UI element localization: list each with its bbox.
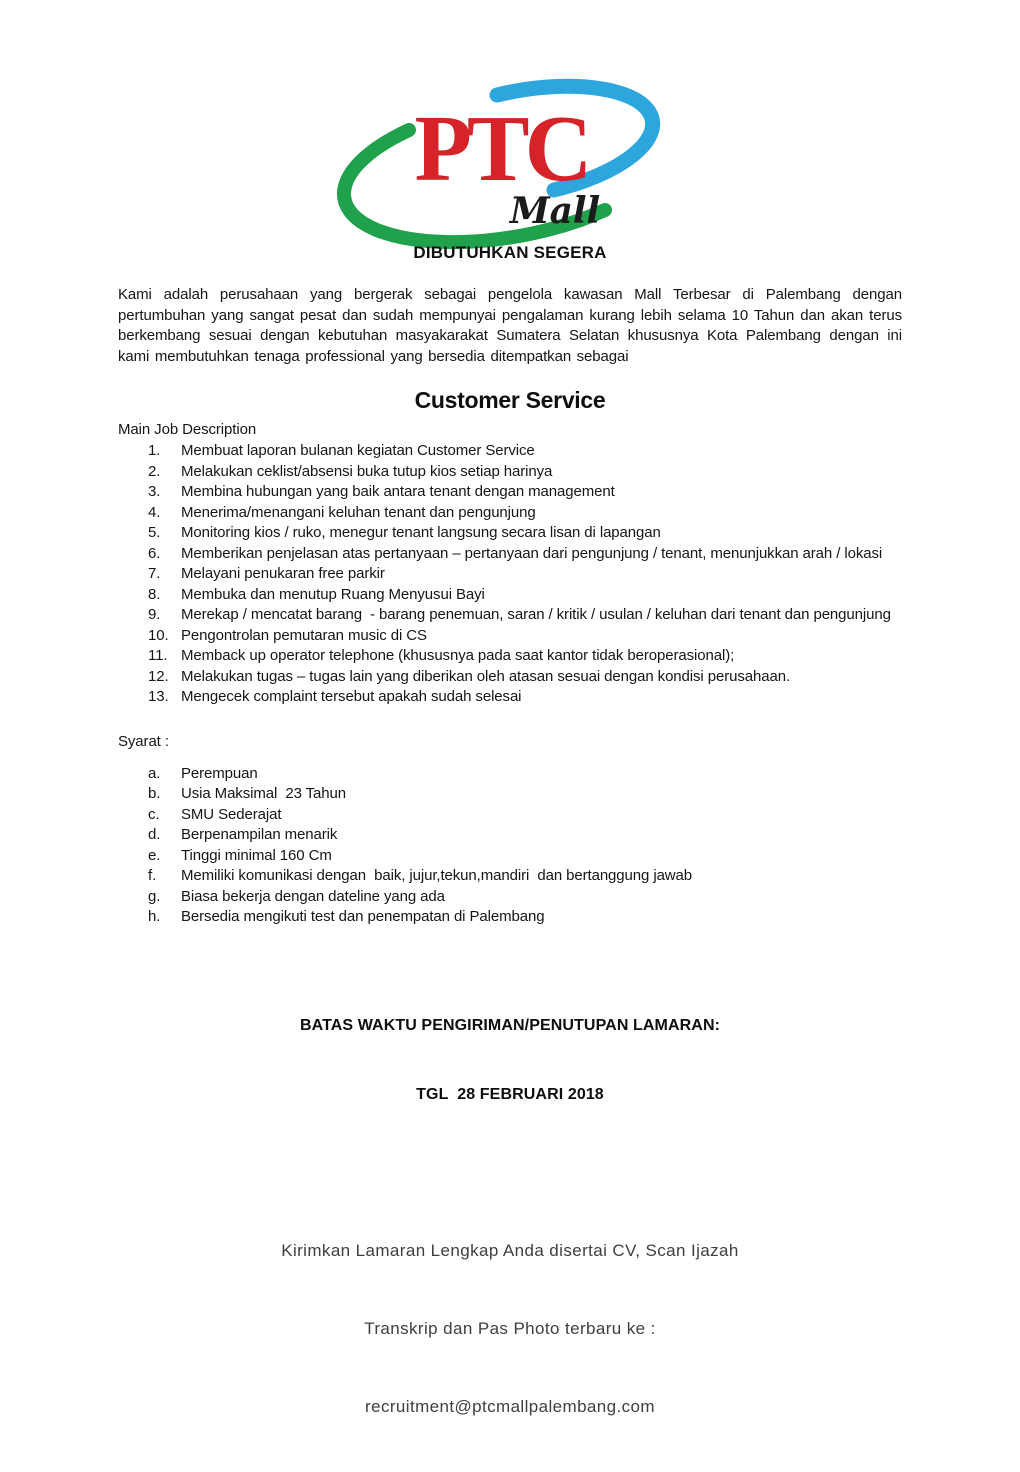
item-text: Monitoring kios / ruko, menegur tenant langsung secara lisan di lapangan (181, 524, 661, 541)
document-body (118, 285, 902, 1472)
job-item (148, 544, 902, 565)
contact-block (118, 1186, 902, 1472)
item-marker: 8. (148, 585, 161, 603)
item-text: Usia Maksimal 23 Tahun (181, 785, 347, 802)
item-marker: 11. (148, 647, 168, 664)
logo-mall-text: Mall (509, 190, 601, 232)
item-text: Mengecek complaint tersebut apakah sudah selesai (181, 688, 522, 705)
item-marker: b. (148, 785, 161, 802)
ptc-mall-logo (370, 83, 650, 241)
requirements-heading: Syarat : (118, 732, 169, 750)
item-marker: 4. (148, 503, 161, 521)
job-item (148, 441, 902, 462)
item-marker: e. (148, 846, 161, 864)
item-marker: 2. (148, 462, 161, 480)
job-item (148, 482, 902, 503)
job-item (148, 462, 902, 483)
job-item (148, 503, 902, 524)
item-marker: a. (148, 764, 161, 782)
item-marker: d. (148, 826, 161, 843)
item-marker: g. (148, 887, 161, 905)
job-item (148, 687, 902, 708)
urgent-heading: DIBUTUHKAN SEGERA (413, 243, 607, 262)
position-title: Customer Service (414, 387, 606, 413)
intro-paragraph: Kami adalah perusahaan yang bergerak sebagai pengelola kawasan Mall Terbesar di Palembang dengan pertumbuhan yang sangat pesat dan sudah mempunyai pengalaman kurang lebih selama 10 Tahun dan akan terus berkembang sesuai dengan kebutuhan masyakarakat Sumatera Selatan khususnya Kota Palembang dengan ini kami membutuhkan tenaga professional yang bersedia ditempatkan sebagai (118, 286, 902, 365)
job-description-list (118, 441, 902, 708)
requirement-item (148, 784, 902, 805)
requirement-item (148, 764, 902, 785)
contact-line2: Transkrip dan Pas Photo terbaru ke : (364, 1318, 656, 1338)
contact-email: recruitment@ptcmallpalembang.com (365, 1396, 655, 1416)
job-item (148, 646, 902, 667)
deadline-line2: TGL 28 FEBRUARI 2018 (416, 1085, 604, 1103)
contact-line1: Kirimkan Lamaran Lengkap Anda disertai CV, Scan Ijazah (281, 1240, 739, 1260)
job-item (148, 523, 902, 544)
requirement-item (148, 805, 902, 826)
logo-graphic (370, 83, 650, 241)
item-text: Bersedia mengikuti test dan penempatan di Palembang (181, 908, 545, 925)
job-description-heading: Main Job Description (118, 421, 257, 438)
job-item (148, 585, 902, 606)
item-text: Membuat laporan bulanan kegiatan Customer Service (181, 442, 535, 459)
item-marker: f. (148, 867, 157, 884)
requirement-item (148, 846, 902, 867)
deadline-block (118, 968, 902, 1152)
requirements-list (118, 764, 902, 928)
item-text: Melakukan tugas – tugas lain yang diberikan oleh atasan sesuai dengan kondisi perusahaan. (181, 667, 791, 685)
item-text: Merekap / mencatat barang - barang penemuan, saran / kritik / usulan / keluhan dari tenant dan pengunjung (181, 606, 891, 623)
item-text: Membuka dan menutup Ruang Menyusui Bayi (181, 585, 485, 603)
item-text: Pengontrolan pemutaran music di CS (181, 626, 427, 644)
job-item (148, 626, 902, 647)
item-marker: 13. (148, 688, 169, 705)
item-text: Melakukan ceklist/absensi buka tutup kios setiap harinya (181, 462, 553, 480)
requirement-item (148, 866, 902, 887)
item-text: Melayani penukaran free parkir (181, 565, 385, 582)
item-text: Perempuan (181, 764, 258, 782)
job-posting-page (0, 83, 1020, 1416)
item-marker: c. (148, 805, 160, 823)
item-marker: 10. (148, 626, 169, 644)
item-marker: 5. (148, 524, 161, 541)
item-text: SMU Sederajat (181, 805, 282, 823)
item-marker: 9. (148, 606, 161, 623)
item-text: Berpenampilan menarik (181, 826, 338, 843)
logo-ptc-text: PTC (414, 97, 588, 201)
item-text: Memback up operator telephone (khususnya pada saat kantor tidak beroperasional); (181, 647, 735, 664)
item-text: Tinggi minimal 160 Cm (181, 846, 332, 864)
item-text: Biasa bekerja dengan dateline yang ada (181, 887, 445, 905)
item-text: Memberikan penjelasan atas pertanyaan – pertanyaan dari pengunjung / tenant, menunjukkan arah / lokasi (181, 544, 883, 562)
item-marker: 12. (148, 667, 169, 685)
item-marker: h. (148, 908, 161, 925)
requirement-item (148, 887, 902, 908)
item-marker: 1. (148, 442, 161, 459)
job-item (148, 605, 902, 626)
job-item (148, 667, 902, 688)
item-marker: 6. (148, 544, 161, 562)
requirement-item (148, 907, 902, 928)
item-text: Membina hubungan yang baik antara tenant dengan management (181, 483, 615, 500)
item-marker: 3. (148, 483, 161, 500)
job-item (148, 564, 902, 585)
requirement-item (148, 825, 902, 846)
deadline-line1: BATAS WAKTU PENGIRIMAN/PENUTUPAN LAMARAN: (299, 1016, 721, 1034)
item-text: Menerima/menangani keluhan tenant dan pengunjung (181, 503, 536, 521)
item-text: Memiliki komunikasi dengan baik, jujur,tekun,mandiri dan bertanggung jawab (181, 867, 693, 884)
item-marker: 7. (148, 565, 161, 582)
